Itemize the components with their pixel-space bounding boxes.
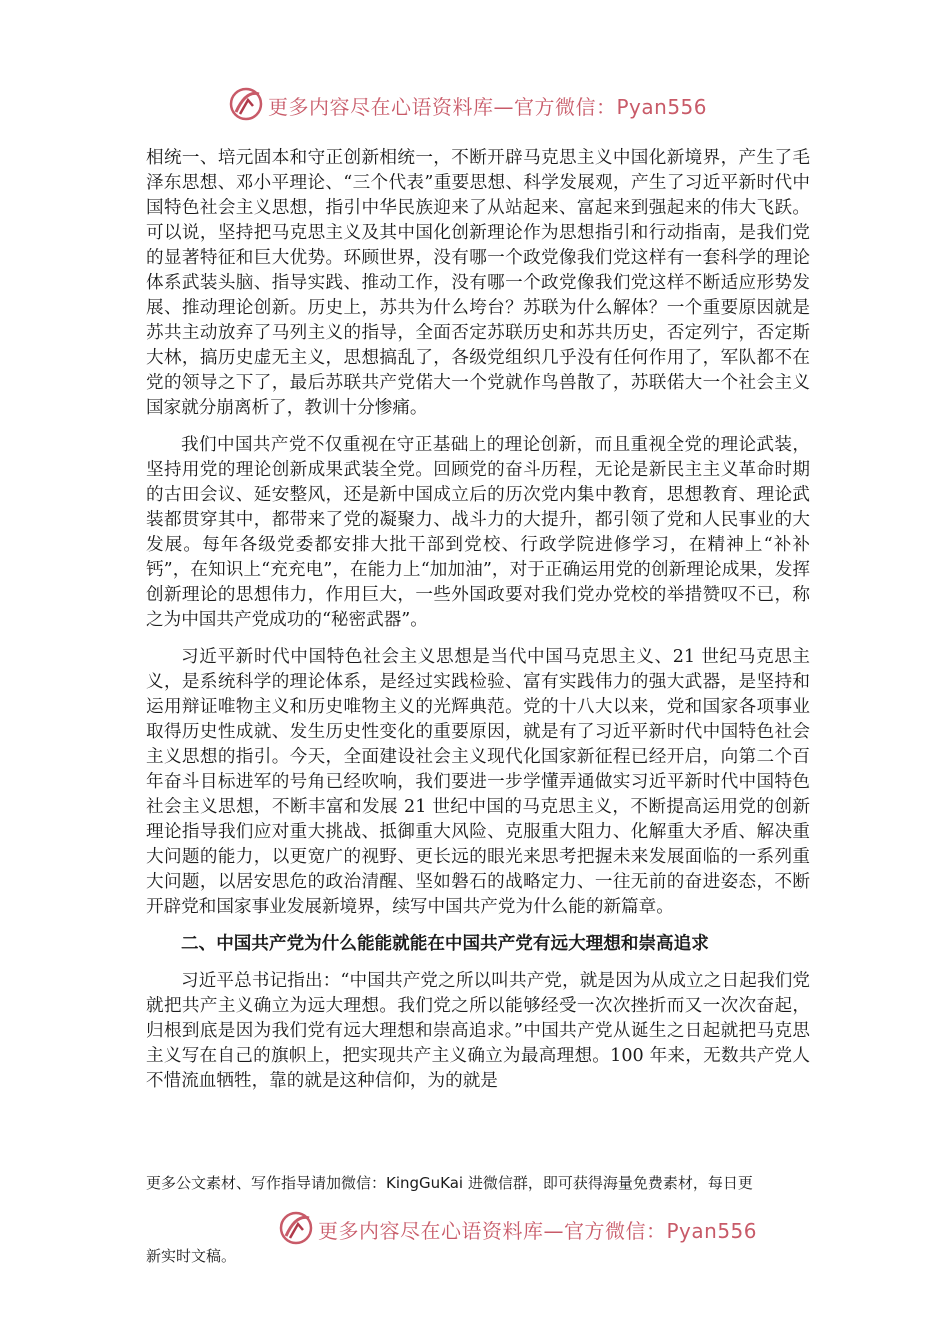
watermark-text: 更多内容尽在心语资料库—官方微信：Pyan556 [318, 1219, 758, 1243]
footer-note: 更多公文素材、写作指导请加微信：KingGuKai 进微信群，即可获得海量免费素材，每日更 [146, 1174, 753, 1192]
logo-icon [276, 1208, 316, 1248]
document-body [146, 146, 810, 1106]
paragraph: 习近平总书记指出：“中国共产党之所以叫共产党，就是因为从成立之日起我们党就把共产主义确立为远大理想。我们党之所以能够经受一次次挫折而又一次次奋起，归根到底是因为我们党有远大理想和崇高追求。”中国共产党从诞生之日起就把马克思主义写在自己的旗帜上，把实现共产主义确立为最高理想。100 年来，无数共产党人不惜流血牺牲，靠的就是这种信仰，为的就是 [146, 971, 810, 1091]
paragraph: 我们中国共产党不仅重视在守正基础上的理论创新，而且重视全党的理论武装，坚持用党的理论创新成果武装全党。回顾党的奋斗历程，无论是新民主主义革命时期的古田会议、延安整风，还是新中国成立后的历次党内集中教育，思想教育、理论武装都贯穿其中，都带来了党的凝聚力、战斗力的大提升，都引领了党和人民事业的大发展。每年各级党委都安排大批干部到党校、行政学院进修学习，在精神上“补补钙”，在知识上“充充电”，在能力上“加加油”，对于正确运用党的创新理论成果，发挥创新理论的思想伟力，作用巨大，一些外国政要对我们党办党校的举措赞叹不已，称之为中国共产党成功的“秘密武器”。 [146, 435, 810, 630]
section-heading: 二、中国共产党为什么能能就能在中国共产党有远大理想和崇高追求 [181, 934, 709, 954]
footer-note-continued: 新实时文稿。 [146, 1247, 237, 1265]
watermark-text: 更多内容尽在心语资料库—官方微信：Pyan556 [268, 95, 708, 119]
watermark-banner-top [0, 84, 950, 124]
paragraph: 习近平新时代中国特色社会主义思想是当代中国马克思主义、21 世纪马克思主义，是系统科学的理论体系，是经过实践检验、富有实践伟力的强大武器，是坚持和运用辩证唯物主义和历史唯物主义的光辉典范。党的十八大以来，党和国家各项事业取得历史性成就、发生历史性变化的重要原因，就是有了习近平新时代中国特色社会主义思想的指引。今天，全面建设社会主义现代化国家新征程已经开启，向第二个百年奋斗目标进军的号角已经吹响，我们要进一步学懂弄通做实习近平新时代中国特色社会主义思想，不断丰富和发展 21 世纪中国的马克思主义，不断提高运用党的创新理论指导我们应对重大挑战、抵御重大风险、克服重大阻力、化解重大矛盾、解决重大问题的能力，以更宽广的视野、更长远的眼光来思考把握未来发展面临的一系列重大问题，以居安思危的政治清醒、坚如磐石的战略定力、一往无前的奋进姿态，不断开辟党和国家事业发展新境界，续写中国共产党为什么能的新篇章。 [146, 647, 810, 917]
paragraph: 相统一、培元固本和守正创新相统一，不断开辟马克思主义中国化新境界，产生了毛泽东思想、邓小平理论、“三个代表”重要思想、科学发展观，产生了习近平新时代中国特色社会主义思想，指引中华民族迎来了从站起来、富起来到强起来的伟大飞跃。可以说，坚持把马克思主义及其中国化创新理论作为思想指引和行动指南，是我们党的显著特征和巨大优势。环顾世界，没有哪一个政党像我们党这样有一套科学的理论体系武装头脑、指导实践、推动工作，没有哪一个政党像我们党这样不断适应形势发展、推动理论创新。历史上，苏共为什么垮台？苏联为什么解体？一个重要原因就是苏共主动放弃了马列主义的指导，全面否定苏联历史和苏共历史，否定列宁，否定斯大林，搞历史虚无主义，思想搞乱了，各级党组织几乎没有任何作用了，军队都不在党的领导之下了，最后苏联共产党偌大一个党就作鸟兽散了，苏联偌大一个社会主义国家就分崩离析了，教训十分惨痛。 [146, 148, 810, 418]
logo-icon [226, 84, 266, 124]
watermark-banner-bottom [0, 1208, 950, 1248]
